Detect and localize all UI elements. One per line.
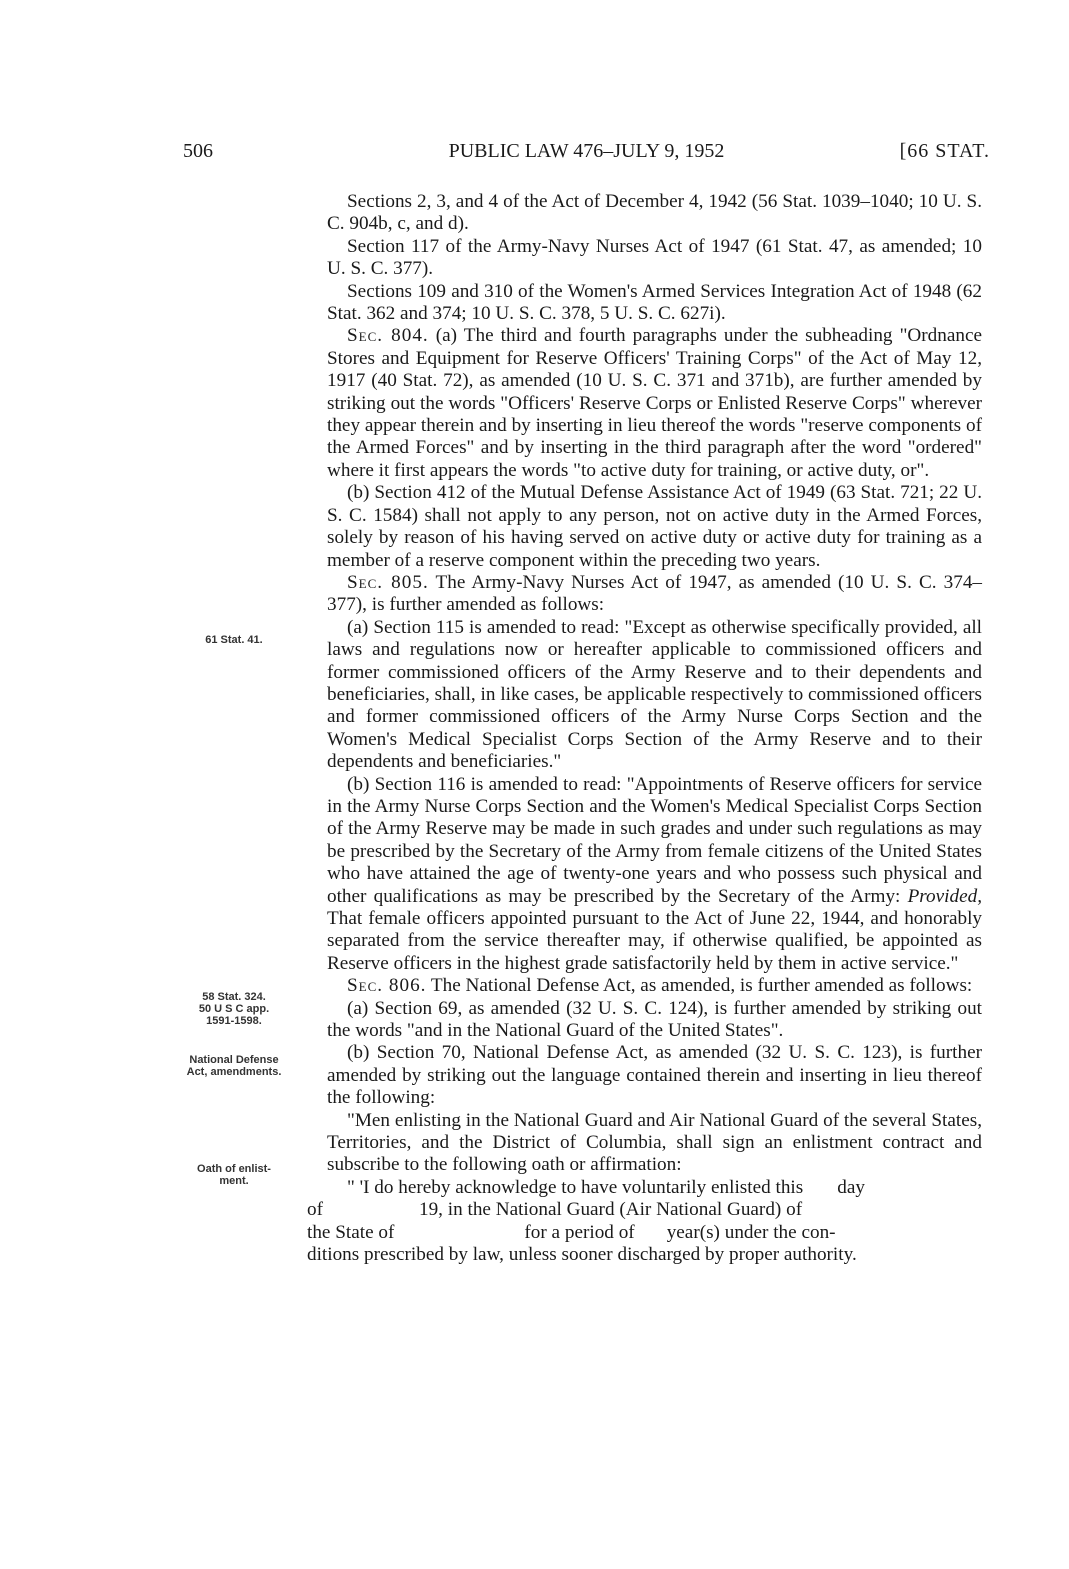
oath-line-1-a: " 'I do hereby acknowledge to have voluntarily enlisted this xyxy=(347,1176,804,1198)
margin-note-line: 61 Stat. 41. xyxy=(205,634,263,646)
paragraph xyxy=(327,325,982,482)
italic-provided: Provided, xyxy=(907,885,982,907)
oath-line-3-c: year(s) under the con- xyxy=(666,1221,836,1243)
paragraph-text: The Army-Navy Nurses Act of 1947, as amended (10 U. S. C. 374–377), is further amended as follows: xyxy=(327,571,983,616)
paragraph: (a) Section 115 is amended to read: "Except as otherwise specifically provided, all laws and regulations now or hereafter applicable to commissioned officers and former commissioned officers of the Army Reserve and to their dependents and beneficiaries, shall, in like cases, be applicable respectively to commissioned officers and former commissioned officers of the Army Nurse Corps Section and the Women's Medical Specialist Corps Section of the Army Reserve and to their dependents and beneficiaries." xyxy=(327,616,982,773)
body-text xyxy=(307,191,983,1267)
paragraph xyxy=(327,572,982,617)
volume-reference: [66 STAT. xyxy=(899,140,990,162)
margin-note-line: Oath of enlist- xyxy=(197,1163,271,1175)
paragraph-text: That female officers appointed pursuant to the Act of June 22, 1944, and honorably separated from the service thereafter may, if otherwise qualified, be appointed as Reserve officers in the highest grade satisfactorily held by them in active service." xyxy=(327,908,982,974)
oath-line-2-c: , in the National Guard (Air National Guard) of xyxy=(438,1199,803,1221)
paragraph: Section 117 of the Army-Navy Nurses Act of 1947 (61 Stat. 47, as amended; 10 U. S. C. 377). xyxy=(327,235,982,280)
section-label: Sec. 804. xyxy=(347,325,429,347)
page-header xyxy=(183,140,990,170)
paragraph xyxy=(327,975,982,997)
oath-line-3-b: for a period of xyxy=(524,1221,635,1243)
paragraph-text: (a) The third and fourth paragraphs under the subheading "Ordnance Stores and Equipment for Reserve Officers' Training Corps" of the Act of May 12, 1917 (40 Stat. 72), as amended (10 U. S. C. 371 and 371b), are further amended by striking out the words "Officers' Reserve Corps or Enlisted Reserve Corps" wherever they appear therein and by inserting in lieu thereof the words "reserve components of the Armed Forces" and by inserting in the third paragraph after the word "ordered" where it first appears the words "to active duty for training, or active duty, or". xyxy=(327,325,982,481)
running-head: PUBLIC LAW 476–JULY 9, 1952 xyxy=(448,140,725,162)
paragraph: (b) Section 412 of the Mutual Defense Assistance Act of 1949 (63 Stat. 721; 22 U. S. C. 1584) shall not apply to any person, not on active duty in the Armed Forces, solely by reason of his having served on active duty or active duty for training as a member of a reserve component within the preceding two years. xyxy=(327,482,982,571)
paragraph: (b) Section 70, National Defense Act, as amended (32 U. S. C. 123), is further amended by striking out the language contained therein and inserting in lieu thereof the following: xyxy=(327,1042,982,1109)
margin-note-oath xyxy=(168,1163,300,1187)
margin-note-line: 1591-1598. xyxy=(206,1015,262,1027)
paragraph-text: The National Defense Act, as amended, is further amended as follows: xyxy=(430,975,973,997)
oath-rest: ditions prescribed by law, unless sooner discharged by proper authority. xyxy=(307,1244,857,1266)
oath-line-2-a: of xyxy=(307,1199,323,1221)
paragraph: (a) Section 69, as amended (32 U. S. C. 124), is further amended by striking out the words "and in the National Guard of the United States". xyxy=(327,997,982,1042)
paragraph xyxy=(327,774,982,976)
paragraph: Sections 109 and 310 of the Women's Armed Services Integration Act of 1948 (62 Stat. 362 and 374; 10 U. S. C. 378, 5 U. S. C. 627i). xyxy=(327,280,982,325)
margin-note-58-stat xyxy=(168,991,300,1027)
page-number: 506 xyxy=(183,140,213,162)
oath-line-3-a: the State of xyxy=(307,1221,395,1243)
section-label: Sec. 806. xyxy=(347,975,427,997)
oath-paragraph xyxy=(307,1176,982,1267)
margin-note-national-defense xyxy=(168,1054,300,1078)
paragraph: Sections 2, 3, and 4 of the Act of December 4, 1942 (56 Stat. 1039–1040; 10 U. S. C. 904b, c, and d). xyxy=(327,191,982,235)
margin-note-line: Act, amendments. xyxy=(186,1066,282,1078)
section-label: Sec. 805. xyxy=(347,571,429,593)
oath-line-1-b: day xyxy=(837,1176,865,1198)
margin-note-line: National Defense xyxy=(189,1054,279,1066)
paragraph: "Men enlisting in the National Guard and Air National Guard of the several States, Territories, and the District of Columbia, shall sign an enlistment contract and subscribe to the following oath or affirmation: xyxy=(327,1109,982,1176)
oath-line-2-b: 19 xyxy=(418,1199,439,1221)
paragraph-text: (b) Section 116 is amended to read: "Appointments of Reserve officers for service in the Army Nurse Corps Section and the Women's Medical Specialist Corps Section of the Army Reserve may be made in such grades and under such regulations as may be prescribed by the Secretary of the Army from female citizens of the United States who have attained the age of twenty-one years and who possess such physical and other qualifications as may be prescribed by the Secretary of the Army: xyxy=(327,773,982,907)
margin-note-line: ment. xyxy=(219,1175,249,1187)
margin-note-61-stat xyxy=(168,634,300,646)
margin-note-line: 58 Stat. 324. xyxy=(202,991,266,1003)
margin-note-line: 50 U S C app. xyxy=(198,1003,270,1015)
